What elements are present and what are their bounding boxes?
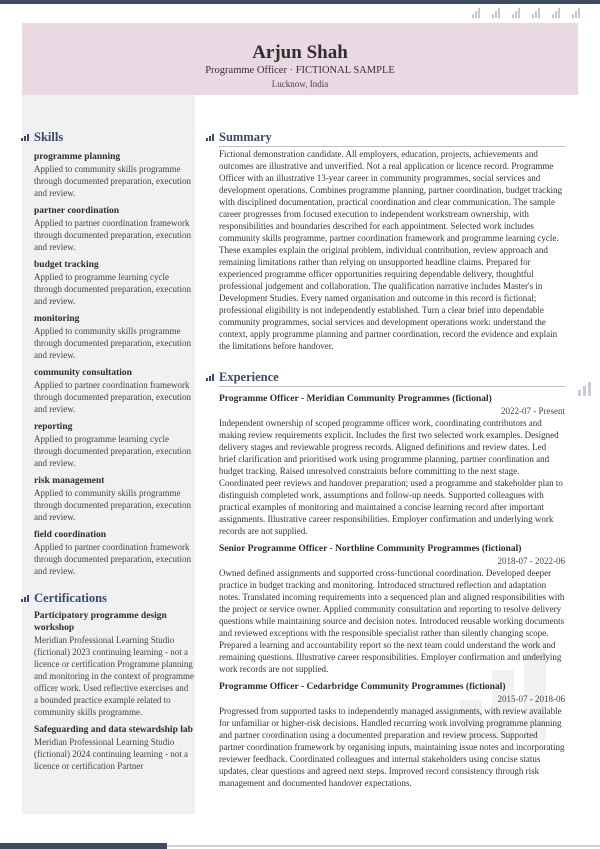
- job-description: Progressed from supported tasks to independently managed assignments, with review available for unfamiliar or higher-risk decisions. Handled recurring work involving programme planning and partner coordination using a documented preparation and review process. Supported partner coordination framework by organising inputs, maintaining issue notes and incorporating reviewer feedback. Coordinated colleagues and internal stakeholders using concise status updates, clear questions and agreed next steps. Improved record consistency through risk management and documented handover expectations.: [219, 706, 565, 788]
- certifications-heading-label: Certifications: [34, 591, 107, 605]
- bar-chart-icon: [552, 8, 560, 18]
- bar-chart-icon: [578, 382, 591, 396]
- resume-header: [22, 23, 578, 95]
- experience-entry: [219, 543, 565, 675]
- skill-name: programme planning: [34, 152, 121, 162]
- job-dates: 2015-07 - 2018-06: [497, 694, 565, 704]
- job-dates: 2022-07 - Present: [501, 406, 565, 416]
- certification-desc: Meridian Professional Learning Studio (fictional) 2023 continuing learning - not a licence or certification Programme planning and monitoring in the context of programme officer work. Used reflective exercises and a bounded practice example related to community skills programme.: [34, 635, 194, 717]
- skill-desc: Applied to partner coordination framework through documented preparation, execution and review.: [34, 542, 191, 576]
- bar-chart-icon: [512, 8, 520, 18]
- bar-chart-icon: [206, 134, 216, 141]
- certifications-heading: [34, 591, 194, 606]
- skill-name: budget tracking: [34, 260, 99, 270]
- top-bar: [0, 0, 600, 4]
- skills-heading-label: Skills: [34, 130, 64, 144]
- skill-name: reporting: [34, 422, 73, 432]
- bar-chart-icon: [21, 595, 31, 602]
- experience-entry: [219, 681, 565, 789]
- summary-text: Fictional demonstration candidate. All employers, education, projects, achievements and outcomes are illustrative and unverified. Not a real application or licence record. Programme Officer with an illustrative 13-year career in community programmes, social services and development operations. Combines programme planning, partner coordination, budget tracking with disciplined documentation, practical coordination and clear communication. The sample career progresses from focused execution to independent workstream ownership, with responsibilities and boundaries described for each appointment. Selected work includes community skills programme, partner coordination framework and programme learning cycle. These examples explain the original problem, individual contribution, review approach and remaining limitations rather than relying on unsupported headline claims. Prepared for experienced programme officer opportunities requiring dependable delivery, thoughtful professional judgement and collaboration. The qualification narrative includes Master's in Development Studies. Every named organisation and outcome in this record is fictional; professional eligibility is not independently established. Turn a clear brief into dependable community programmes, social services and development operations work: understand the context, apply programme planning and partner coordination, record the evidence and explain the limitations before handover.: [219, 149, 563, 351]
- skill-desc: Applied to partner coordination framework through documented preparation, execution and review.: [34, 218, 191, 252]
- job-title: Senior Programme Officer - Northline Community Programmes (fictional): [219, 544, 522, 554]
- bar-chart-icon: [572, 8, 580, 18]
- job-title: Programme Officer - Meridian Community Programmes (fictional): [219, 394, 492, 404]
- decorative-chart-icons: [472, 8, 580, 18]
- job-title: Programme Officer - Cedarbridge Community Programmes (fictional): [219, 682, 506, 692]
- certification-name: Participatory programme design workshop: [34, 611, 167, 633]
- experience-heading-label: Experience: [219, 370, 279, 384]
- candidate-name: Arjun Shah: [252, 42, 348, 63]
- skill-desc: Applied to programme learning cycle through documented preparation, execution and review.: [34, 434, 191, 468]
- bar-chart-icon: [206, 374, 216, 381]
- experience-heading: [219, 370, 565, 387]
- bottom-rule: [167, 845, 600, 847]
- summary-heading: [219, 130, 565, 147]
- bar-chart-icon: [532, 8, 540, 18]
- skill-name: community consultation: [34, 368, 132, 378]
- job-dates: 2018-07 - 2022-06: [497, 556, 565, 566]
- skill-name: risk management: [34, 476, 105, 486]
- bar-chart-icon: [21, 134, 31, 141]
- skill-desc: Applied to community skills programme through documented preparation, execution and review.: [34, 326, 191, 360]
- candidate-title: Programme Officer · FICTIONAL SAMPLE: [205, 65, 395, 76]
- experience-entry: [219, 393, 565, 537]
- summary-heading-label: Summary: [219, 130, 272, 144]
- job-description: Independent ownership of scoped programme officer work, coordinating contributors and making review requirements explicit. Includes the first two selected work examples. Designed delivery stages and reviewable progress records. Aligned definitions and review dates. Led brief clarification and prioritised work using programme planning, partner coordination and budget tracking. Raised unresolved constraints before committing to the next stage. Coordinated peer reviews and handover preparation; used a programme and stakeholder plan to distinguish completed work, assumptions and follow-up needs. Supported colleagues with practical examples of monitoring and maintained a concise learning record after important assignments. Illustrative career responsibilities. Employer confirmation and underlying work records are not supplied.: [219, 418, 563, 536]
- bottom-bar: [0, 843, 167, 849]
- bar-chart-icon: [492, 8, 500, 18]
- skill-desc: Applied to programme learning cycle through documented preparation, execution and review.: [34, 272, 191, 306]
- skill-name: partner coordination: [34, 206, 120, 216]
- job-description: Owned defined assignments and supported cross-functional coordination. Developed deeper practice in budget tracking and monitoring. Introduced structured reflection and adaptation notes. Translated incoming requirements into a sequenced plan and aligned responsibilities with the project or service owner. Applied community consultation and reporting to resolve delivery questions while maintaining source and decision notes. Introduced reusable working documents and reviewed exceptions with the responsible specialist rather than silently changing scope. Prepared a learning and accountability report so the next team could understand the work and remaining questions. Illustrative career responsibilities. Employer confirmation and underlying work records are not supplied.: [219, 568, 565, 674]
- candidate-location: Lucknow, India: [271, 79, 329, 89]
- skill-name: monitoring: [34, 314, 80, 324]
- certifications-list: [34, 610, 194, 772]
- certification-name: Safeguarding and data stewardship lab: [34, 725, 193, 735]
- main-content: [219, 130, 565, 789]
- skill-desc: Applied to community skills programme through documented preparation, execution and review.: [34, 164, 191, 198]
- sidebar-content: [34, 130, 194, 778]
- skill-desc: Applied to partner coordination framework through documented preparation, execution and review.: [34, 380, 191, 414]
- certification-desc: Meridian Professional Learning Studio (fictional) 2024 continuing learning - not a licence or certification Partner: [34, 737, 188, 771]
- skills-heading: [34, 130, 194, 145]
- skills-list: [34, 151, 194, 577]
- skill-name: field coordination: [34, 530, 107, 540]
- bar-chart-icon: [472, 8, 480, 18]
- skill-desc: Applied to community skills programme through documented preparation, execution and review.: [34, 488, 191, 522]
